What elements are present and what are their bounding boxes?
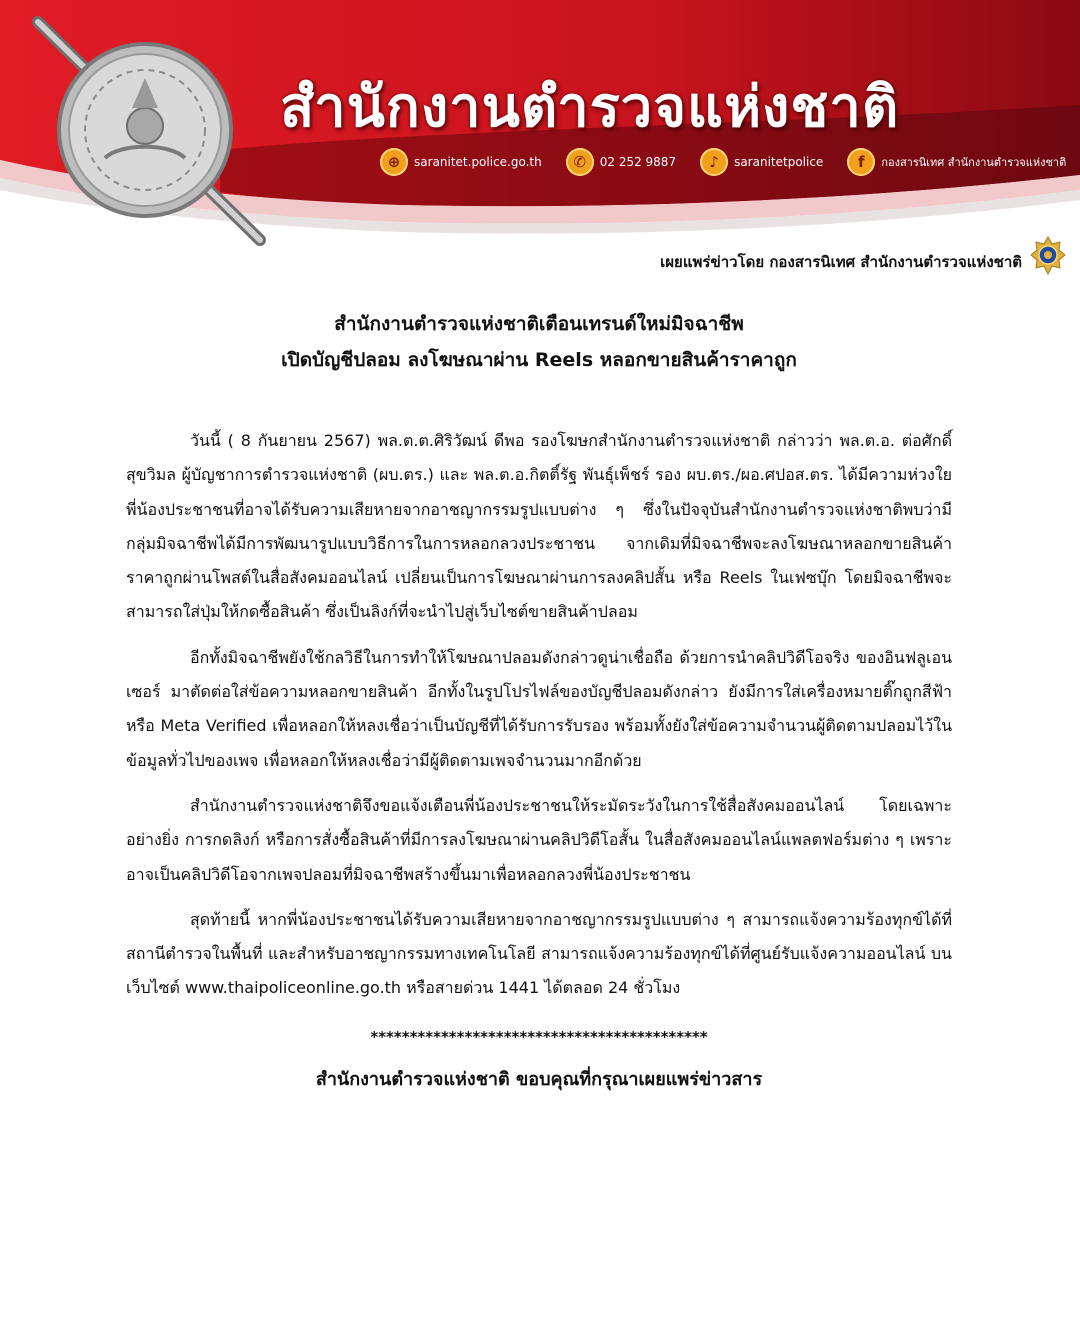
phone-label: 02 252 9887 [599,155,677,169]
closing-statement: สำนักงานตำรวจแห่งชาติ ขอบคุณที่กรุณาเผยแพร่ข่าวสาร [315,1068,763,1090]
paragraph: วันนี้ ( 8 กันยายน 2567) พล.ต.ต.ศิริวัฒน์ ดีพอ รองโฆษกสำนักงานตำรวจแห่งชาติ กล่าวว่า พล.ต.อ. ต่อศักดิ์ สุขวิมล ผู้บัญชาการตำรวจแห่งชาติ (ผบ.ตร.) และ พล.ต.อ.กิตติ์รัฐ พันธุ์เพ็ชร์ รอง ผบ.ตร./ผอ.ศปอส.ตร. ได้มีความห่วงใยพี่น้องประชาชนที่อาจได้รับความเสียหายจากอาชญากรรมรูปแบบต่าง ๆ ซึ่งในปัจจุบันสำนักงานตำรวจแห่งชาติพบว่ามีกลุ่มมิจฉาชีพได้มีการพัฒนารูปแบบวิธีการในการหลอกลวงประชาชน จากเดิมที่มิจฉาชีพจะลงโฆษณาหลอกขายสินค้าราคาถูกผ่านโพสต์ในสื่อสังคมออนไลน์ เปลี่ยนเป็นการโฆษณาผ่านการลงคลิปสั้น หรือ Reels ในเฟซบุ๊ก โดยมิจฉาชีพจะสามารถใส่ปุ่มให้กดซื้อสินค้า ซึ่งเป็นลิงก์ที่จะนำไปสู่เว็บไซต์ขายสินค้าปลอม [126,431,952,622]
globe-icon: ⊕ [380,148,408,176]
separator-line: ******************************************* [370,1027,708,1046]
police-seal-emblem [20,8,270,248]
tiktok-label: saranitetpolice [734,155,824,169]
contact-website[interactable] [380,148,542,176]
body-text [126,424,952,1006]
contact-phone[interactable] [566,148,676,176]
phone-icon: ✆ [566,148,594,176]
contact-tiktok[interactable] [700,148,823,176]
contact-facebook[interactable] [847,148,1066,176]
agency-title: สำนักงานตำรวจแห่งชาติ [280,75,900,140]
header-banner [0,0,1080,290]
paragraph: อีกทั้งมิจฉาชีพยังใช้กลวิธีในการทำให้โฆษณาปลอมดังกล่าวดูน่าเชื่อถือ ด้วยการนำคลิปวิดีโอจริง ของอินฟลูเอนเซอร์ มาตัดต่อใส่ข้อความหลอกขายสินค้า อีกทั้งในรูปโปรไฟล์ของบัญชีปลอมดังกล่าว ยังมีการใส่เครื่องหมายติ๊กถูกสีฟ้า หรือ Meta Verified เพื่อหลอกให้หลงเชื่อว่าเป็นบัญชีที่ได้รับการรับรอง พร้อมทั้งยังใส่ข้อความจำนวนผู้ติดตามปลอมไว้ในข้อมูลทั่วไปของเพจ เพื่อหลอกให้หลงเชื่อว่ามีผู้ติดตามเพจจำนวนมากอีกด้วย [126,647,952,770]
press-release [126,306,952,1093]
tiktok-icon: ♪ [700,148,728,176]
paragraph: สุดท้ายนี้ หากพี่น้องประชาชนได้รับความเสียหายจากอาชญากรรมรูปแบบต่าง ๆ สามารถแจ้งความร้องทุกข์ได้ที่สถานีตำรวจในพื้นที่ และสำหรับอาชญากรรมทางเทคโนโลยี สามารถแจ้งความร้องทุกข์ได้ที่ศูนย์รับแจ้งความออนไลน์ บนเว็บไซต์ www.thaipoliceonline.go.th หรือสายด่วน 1441 ได้ตลอด 24 ชั่วโมง [126,909,952,998]
title-line-2: เปิดบัญชีปลอม ลงโฆษณาผ่าน Reels หลอกขายสินค้าราคาถูก [281,349,797,371]
publisher-credit: เผยแพร่ข่าวโดย กองสารนิเทศ สำนักงานตำรวจแห่งชาติ [660,253,1022,271]
website-label: saranitet.police.go.th [414,155,542,169]
document-title [126,306,952,378]
facebook-icon: f [847,148,875,176]
title-line-1: สำนักงานตำรวจแห่งชาติเตือนเทรนด์ใหม่มิจฉาชีพ [334,313,744,335]
paragraph: สำนักงานตำรวจแห่งชาติจึงขอแจ้งเตือนพี่น้องประชาชนให้ระมัดระวังในการใช้สื่อสังคมออนไลน์ โดยเฉพาะอย่างยิ่ง การกดลิงก์ หรือการสั่งซื้อสินค้าที่มีการลงโฆษณาผ่านคลิปวิดีโอสั้น ในสื่อสังคมออนไลน์แพลตฟอร์มต่าง ๆ เพราะอาจเป็นคลิปวิดีโอจากเพจปลอมที่มิจฉาชีพสร้างขึ้นมาเพื่อหลอกลวงพี่น้องประชาชน [126,795,953,884]
contact-bar [380,146,1066,178]
police-badge-icon [1030,236,1066,276]
facebook-label: กองสารนิเทศ สำนักงานตำรวจแห่งชาติ [881,156,1067,169]
